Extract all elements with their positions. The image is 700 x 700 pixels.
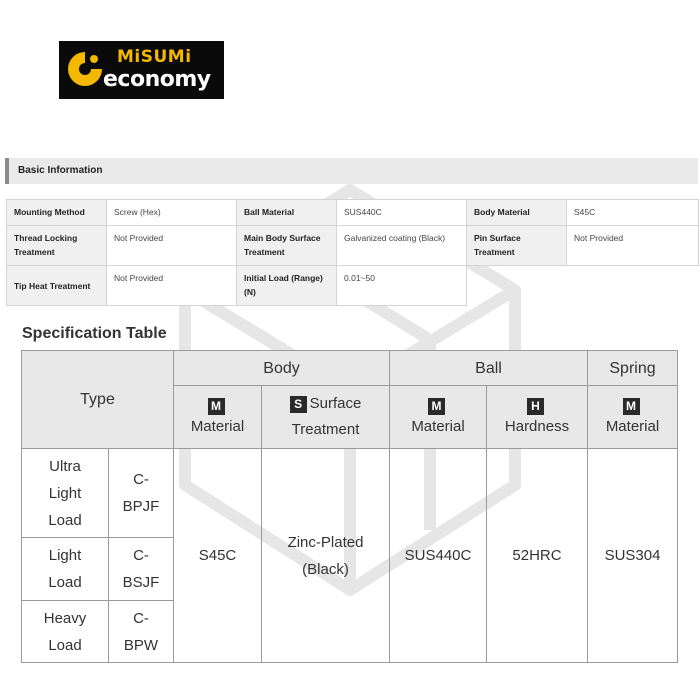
body-surface-treatment-header: S Surface Treatment <box>262 386 390 449</box>
table-row <box>7 266 699 306</box>
type-code-cell: C-BSJF <box>109 538 174 601</box>
basic-value: SUS440C <box>337 200 467 226</box>
body-surface-value: Zinc-Plated (Black) <box>262 449 390 663</box>
basic-label: Body Material <box>467 200 567 226</box>
table-row <box>22 449 678 538</box>
logo-mark-icon <box>65 49 105 89</box>
table-row <box>7 200 699 226</box>
hardness-badge-icon: H <box>527 398 544 415</box>
body-group-header: Body <box>174 351 390 386</box>
table-row <box>7 226 699 266</box>
logo-sub-text: economy <box>103 67 211 92</box>
basic-label: Main Body Surface Treatment <box>237 226 337 266</box>
basic-information-table <box>6 199 699 306</box>
type-code-cell: C-BPW <box>109 601 174 663</box>
basic-value: Not Provided <box>567 226 699 266</box>
spring-group-header: Spring <box>588 351 678 386</box>
basic-value: Screw (Hex) <box>107 200 237 226</box>
type-load-cell: Light Load <box>22 538 109 601</box>
material-badge-icon: M <box>623 398 640 415</box>
basic-value: Not Provided <box>107 266 237 306</box>
body-material-header: M Material <box>174 386 262 449</box>
type-load-cell: Ultra Light Load <box>22 449 109 538</box>
basic-label: Thread Locking Treatment <box>7 226 107 266</box>
table-row <box>22 351 678 386</box>
empty-cell <box>467 266 699 306</box>
basic-label: Pin Surface Treatment <box>467 226 567 266</box>
basic-label: Mounting Method <box>7 200 107 226</box>
specification-table-title: Specification Table <box>22 325 167 342</box>
basic-information-title: Basic Information <box>18 165 103 176</box>
misumi-economy-logo <box>59 41 224 99</box>
basic-value: Not Provided <box>107 226 237 266</box>
specification-table <box>21 350 678 663</box>
ball-hardness-value: 52HRC <box>487 449 588 663</box>
material-badge-icon: M <box>208 398 225 415</box>
basic-value: S45C <box>567 200 699 226</box>
type-code-cell: C-BPJF <box>109 449 174 538</box>
ball-material-header: M Material <box>390 386 487 449</box>
type-header: Type <box>22 351 174 449</box>
spring-material-value: SUS304 <box>588 449 678 663</box>
basic-label: Tip Heat Treatment <box>7 266 107 306</box>
basic-value: 0.01~50 <box>337 266 467 306</box>
logo-brand-text: MiSUMi <box>117 47 192 67</box>
ball-group-header: Ball <box>390 351 588 386</box>
ball-material-value: SUS440C <box>390 449 487 663</box>
surface-badge-icon: S <box>290 396 307 413</box>
basic-label: Ball Material <box>237 200 337 226</box>
material-badge-icon: M <box>428 398 445 415</box>
body-material-value: S45C <box>174 449 262 663</box>
basic-value: Galvanized coating (Black) <box>337 226 467 266</box>
spring-material-header: M Material <box>588 386 678 449</box>
basic-label: Initial Load (Range)(N) <box>237 266 337 306</box>
basic-information-header <box>5 158 698 184</box>
ball-hardness-header: H Hardness <box>487 386 588 449</box>
type-load-cell: Heavy Load <box>22 601 109 663</box>
